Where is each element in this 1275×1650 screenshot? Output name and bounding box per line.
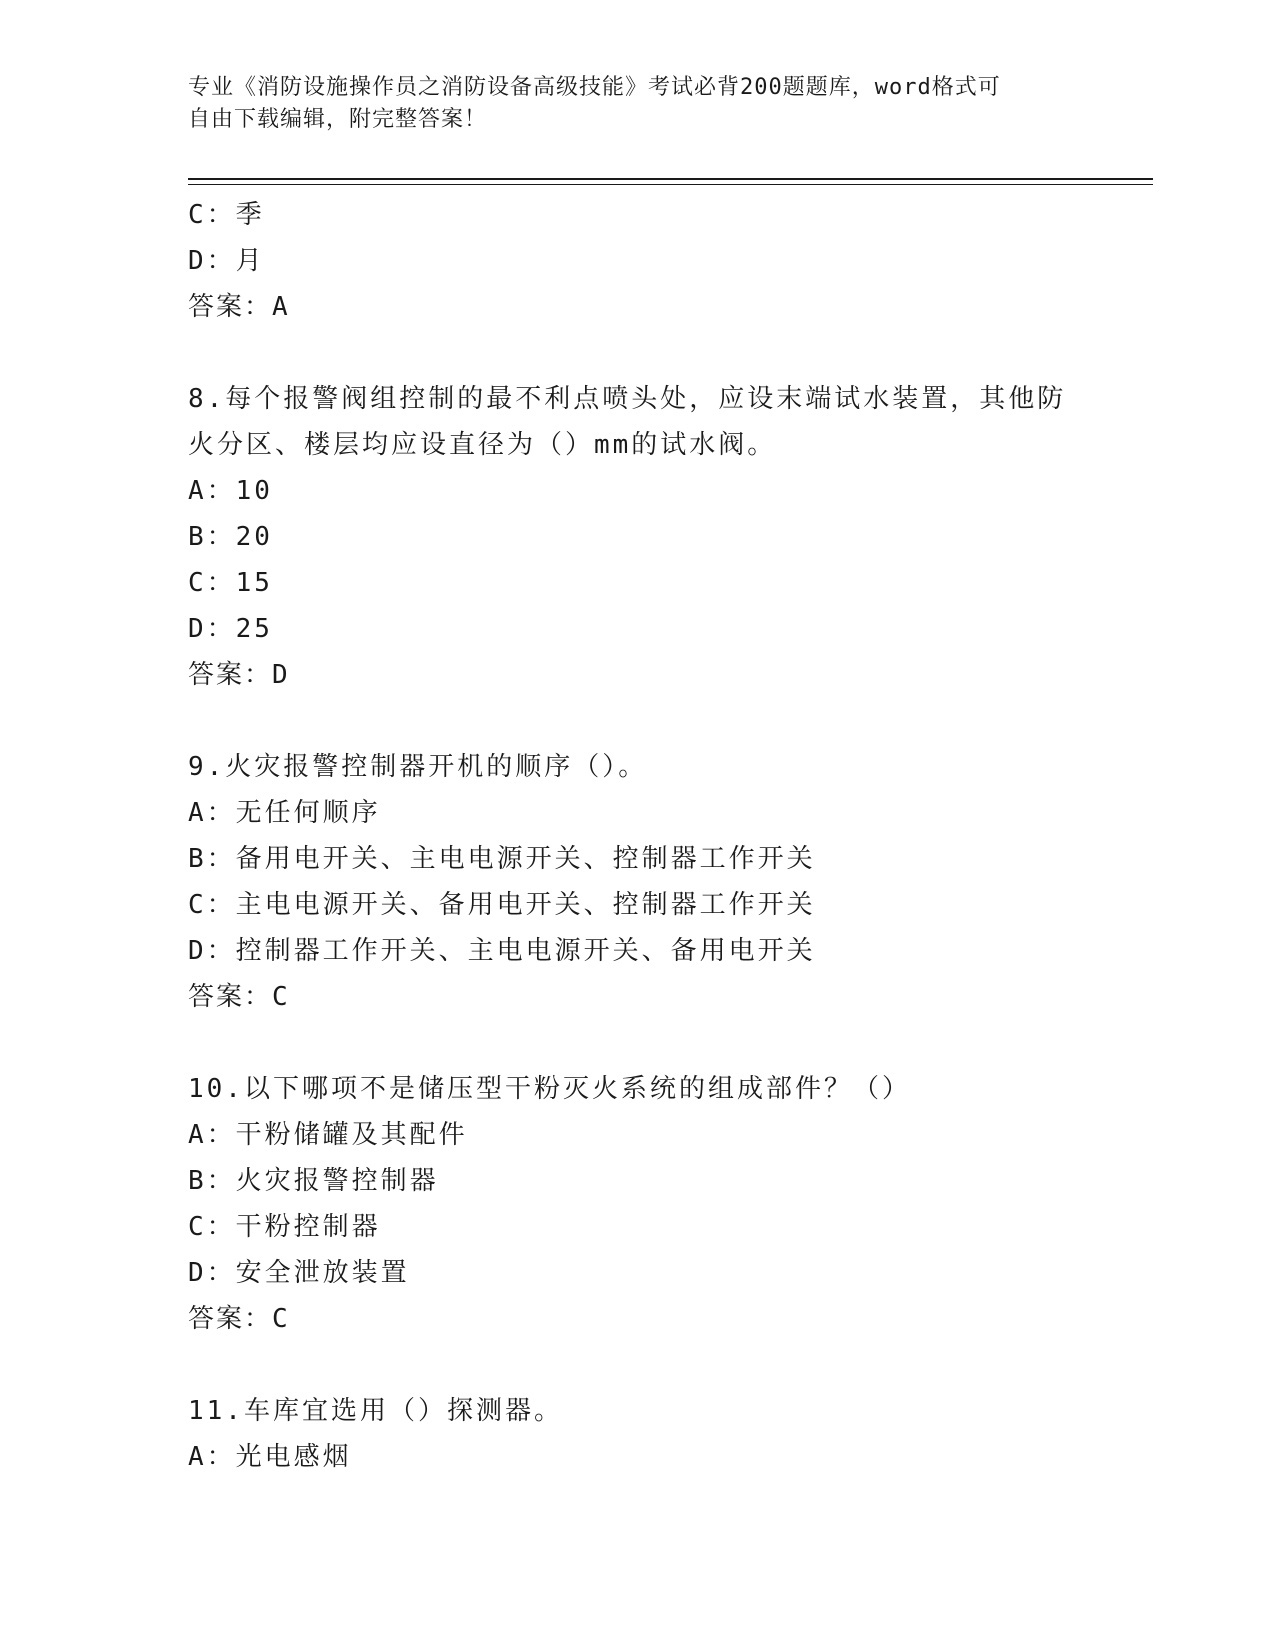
question-9	[188, 744, 1068, 1020]
question-stem-line: 11.车库宜选用（）探测器。	[188, 1396, 563, 1426]
question-stem-line: 10.以下哪项不是储压型干粉灭火系统的组成部件？（）	[188, 1074, 911, 1104]
option-c: C：季	[188, 200, 265, 230]
document-header	[188, 72, 1088, 136]
option-a: A：干粉储罐及其配件	[188, 1120, 468, 1150]
question-stem-line: 8.每个报警阀组控制的最不利点喷头处，应设末端试水装置，其他防	[188, 384, 1067, 414]
question-10	[188, 1066, 1068, 1342]
option-d: D：25	[188, 614, 273, 644]
spacer	[188, 330, 1068, 376]
option-d: D：安全泄放装置	[188, 1258, 410, 1288]
answer-line: 答案：D	[188, 660, 290, 690]
question-stem-line: 9.火灾报警控制器开机的顺序（）。	[188, 752, 648, 782]
option-a: A：光电感烟	[188, 1442, 352, 1472]
answer-line: 答案：A	[188, 292, 290, 322]
document-body	[188, 192, 1068, 1480]
option-a: A：无任何顺序	[188, 798, 381, 828]
option-b: B：备用电开关、主电电源开关、控制器工作开关	[188, 844, 816, 874]
question-11	[188, 1388, 1068, 1480]
option-d: D：月	[188, 246, 265, 276]
option-b: B：火灾报警控制器	[188, 1166, 439, 1196]
answer-line: 答案：C	[188, 982, 290, 1012]
spacer	[188, 1020, 1068, 1066]
option-c: C：主电电源开关、备用电开关、控制器工作开关	[188, 890, 816, 920]
answer-line: 答案：C	[188, 1304, 290, 1334]
option-c: C：干粉控制器	[188, 1212, 381, 1242]
option-c: C：15	[188, 568, 273, 598]
spacer	[188, 698, 1068, 744]
header-line-2: 自由下载编辑，附完整答案！	[188, 107, 488, 132]
header-line-1: 专业《消防设施操作员之消防设备高级技能》考试必背200题题库，word格式可	[188, 75, 1001, 100]
question-stem-line: 火分区、楼层均应设直径为（）mm的试水阀。	[188, 430, 777, 460]
question-8	[188, 376, 1068, 698]
carry-over-block	[188, 192, 1068, 330]
option-a: A：10	[188, 476, 273, 506]
header-rule-thick	[188, 178, 1153, 180]
spacer	[188, 1342, 1068, 1388]
option-b: B：20	[188, 522, 273, 552]
option-d: D：控制器工作开关、主电电源开关、备用电开关	[188, 936, 816, 966]
header-rule-thin	[188, 184, 1153, 185]
